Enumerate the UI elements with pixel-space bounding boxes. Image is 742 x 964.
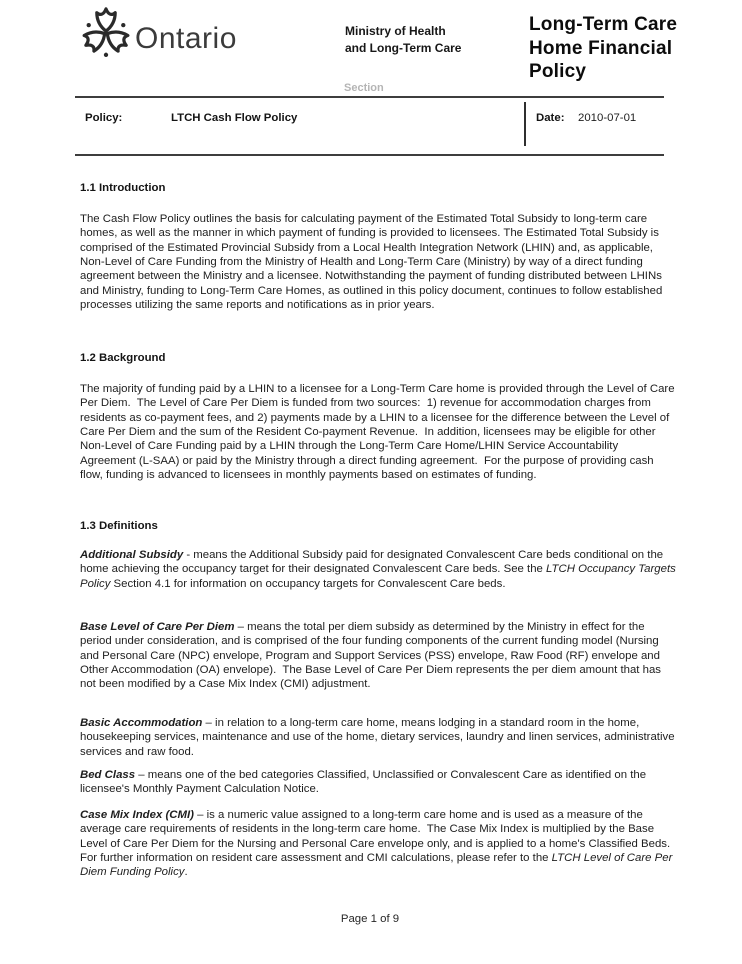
ontario-logo [79,1,133,64]
clipped-text: Section [344,83,384,91]
section-heading-definitions: 1.3 Definitions [80,520,158,532]
text-segment: LTCH Level of Care Per Diem Funding Policy [80,852,676,879]
document-title [529,13,729,84]
text-segment: Additional Subsidy [80,549,184,561]
section-heading-background: 1.2 Background [80,352,166,364]
text-segment: LTCH Occupancy Targets Policy [80,563,679,590]
text-segment: – in relation to a long-term care home, means lodging in a standard room in the home, housekeeping services, maintenance and use of the home, dietary services, laundry and linen services, administrative services and raw food. [80,717,678,758]
text-segment: Case Mix Index (CMI) [80,809,194,821]
text-segment: - means the Additional Subsidy paid for designated Convalescent Care beds conditional on the home achieving the occupancy target for their designated Convalescent Care beds. See the [80,549,667,576]
text-segment: Bed Class [80,769,136,781]
definition-additional-subsidy [80,548,679,591]
ontario-trillium-icon [79,1,133,59]
background-paragraph [80,382,676,482]
text-segment: – is a numeric value assigned to a long-term care home and is used as a measure of the average care requirements of residents in the long-term care home. The Case Mix Index is multiplied by the Base Level of Care Per Diem for the Nursing and Personal Care envelope only, and is applied to a home's Classified Beds. For further information on resident care assessment and CMI calculations, please refer to the [80,809,674,865]
title-line-1: Long-Term Care [529,14,678,35]
date-label: Date: [536,112,565,124]
definition-case-mix-index [80,808,676,880]
ontario-wordmark: Ontario [135,22,237,55]
clipped-text-fragment [344,83,454,91]
introduction-paragraph [80,212,676,312]
date-value: 2010-07-01 [578,112,637,124]
section-heading-introduction: 1.1 Introduction [80,182,166,194]
ministry-line-1: Ministry of Health [345,24,446,38]
policy-value: LTCH Cash Flow Policy [171,112,298,124]
text-segment: Base Level of Care Per Diem [80,621,235,633]
ministry-name [345,23,461,56]
definition-base-level-of-care-per-diem [80,620,676,692]
policy-label: Policy: [85,112,123,124]
bottom-rule [75,154,664,156]
text-segment: – means the total per diem subsidy as determined by the Ministry in effect for the period under consideration, and is comprised of the four funding components of the current funding model (Nursing and Personal Care (NPC) envelope, Program and Support Services (PSS) envelope, Raw Food (RF) envelope and Other Accommodation (OA) envelope). The Base Level of Care Per Diem represents the per diem amount that has not been modified by a Case Mix Index (CMI) adjustment. [80,621,665,691]
top-rule [75,96,664,98]
page-number: Page 1 of 9 [340,913,400,925]
text-segment: Section 4.1 for information on occupancy targets for Convalescent Care beds. [110,577,506,590]
text-segment: The majority of funding paid by a LHIN to a licensee for a Long-Term Care home is provided through the Level of Care Per Diem. The Level of Care Per Diem is funded from two sources: 1) revenue for accommodation charges from residents as co-payment fees, and 2) payments made by a LHIN to a licensee for the difference between the Level of Care Per Diem and the sum of the Resident Co-payment Revenue. In addition, licensees may be eligible for other Non-Level of Care Funding paid by a LHIN through the Long-Term Care Home/LHIN Service Accountability Agreement (L-SAA) or paid by the Ministry through a direct funding agreement. For the purpose of providing cash flow, funding is advanced to licensees in monthly payments based on estimates of funding. [80,383,678,482]
text-segment: Basic Accommodation [80,717,203,729]
text-segment: . [184,866,188,879]
text-segment: The Cash Flow Policy outlines the basis for calculating payment of the Estimated Total Subsidy to long-term care homes, as well as the manner in which payment of funding is provided to licensees. The Estimated Total Subsidy is comprised of the Estimated Provincial Subsidy from a Local Health Integration Network (LHIN) and, as applicable, Non-Level of Care Funding from the Ministry of Health and Long-Term Care (Ministry) by way of a direct funding agreement between the Ministry and a licensee. Notwithstanding the payment of funding distributed between LHINs and Ministry, funding to Long-Term Care Homes, as outlined in this policy document, continues to follow established processes utilizing the same reports and notifications as in prior years. [80,213,666,312]
meta-divider [524,102,526,146]
text-segment: – means one of the bed categories Classified, Unclassified or Convalescent Care as identified on the licensee's Monthly Payment Calculation Notice. [80,769,650,796]
title-line-2: Home Financial [529,37,673,59]
definition-basic-accommodation [80,716,676,759]
definition-bed-class [80,768,676,797]
ministry-line-2: and Long-Term Care [345,40,462,55]
title-line-3: Policy [529,61,587,82]
